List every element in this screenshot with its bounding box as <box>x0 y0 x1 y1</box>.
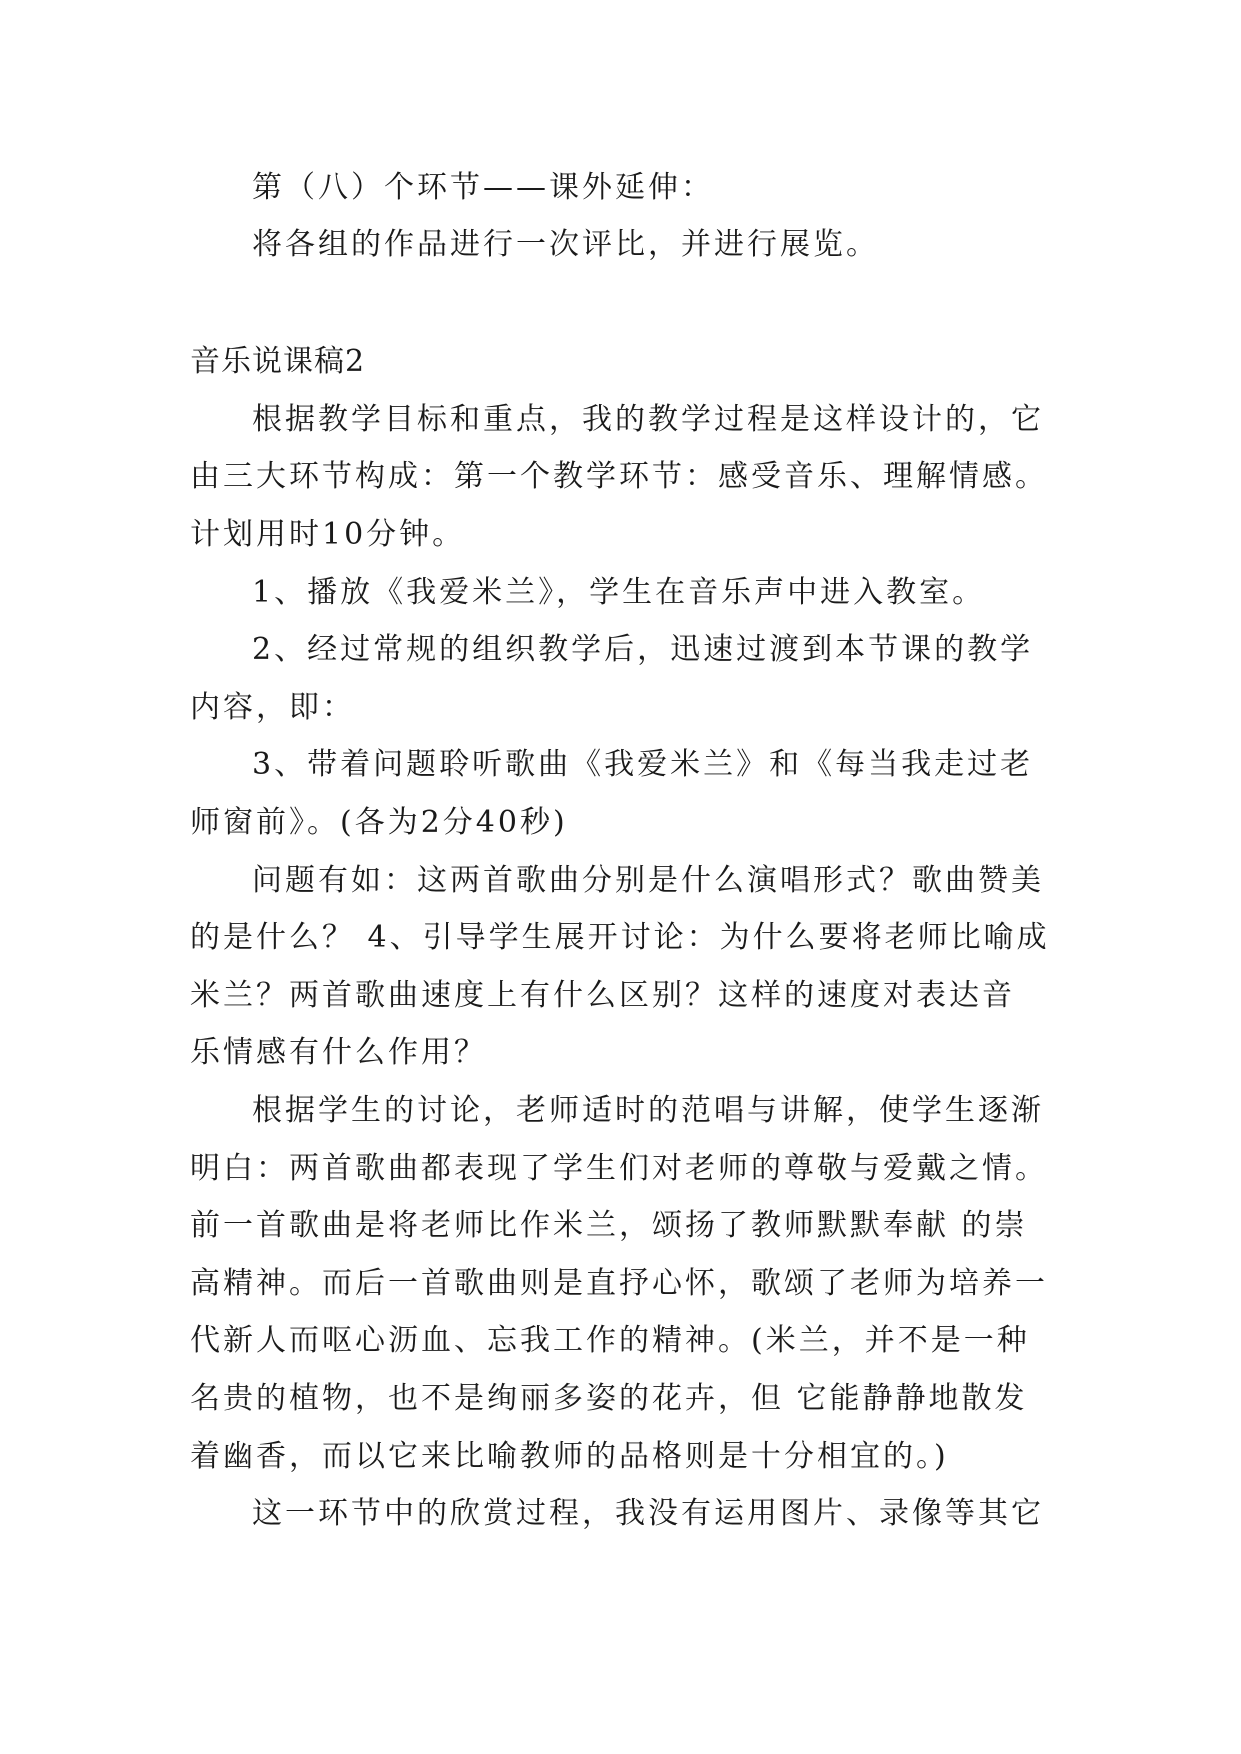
paragraph-line: 明白：两首歌曲都表现了学生们对老师的尊敬与爱戴之情。 <box>190 1151 1048 1186</box>
step-text: 将各组的作品进行一次评比，并进行展览。 <box>252 227 879 262</box>
paragraph-line: 根据教学目标和重点，我的教学过程是这样设计的，它 <box>252 402 1044 437</box>
step-title: 第（八）个环节——课外延伸： <box>252 170 714 205</box>
paragraph-line: 3、带着问题聆听歌曲《我爱米兰》和《每当我走过老 <box>252 747 1034 782</box>
paragraph-line: 内容，即： <box>190 690 355 725</box>
paragraph-line: 的是什么？ 4、引导学生展开讨论：为什么要将老师比喻成 <box>190 920 1050 955</box>
paragraph-line: 根据学生的讨论，老师适时的范唱与讲解，使学生逐渐 <box>252 1093 1044 1128</box>
paragraph-line: 米兰？两首歌曲速度上有什么区别？这样的速度对表达音 <box>190 978 1015 1013</box>
paragraph-line: 师窗前》。(各为2分40秒) <box>190 805 568 840</box>
paragraph-line: 代新人而呕心沥血、忘我工作的精神。(米兰，并不是一种 <box>190 1323 1030 1358</box>
paragraph-line: 高精神。而后一首歌曲则是直抒心怀，歌颂了老师为培养一 <box>190 1266 1048 1301</box>
paragraph-line: 1、播放《我爱米兰》，学生在音乐声中进入教室。 <box>252 575 986 610</box>
paragraph-line: 名贵的植物，也不是绚丽多姿的花卉，但 它能静静地散发 <box>190 1381 1028 1416</box>
paragraph-line: 着幽香，而以它来比喻教师的品格则是十分相宜的。) <box>190 1439 949 1474</box>
section-title: 音乐说课稿2 <box>190 344 366 379</box>
paragraph-line: 问题有如：这两首歌曲分别是什么演唱形式？歌曲赞美 <box>252 863 1044 898</box>
paragraph-line: 2、经过常规的组织教学后，迅速过渡到本节课的教学 <box>252 632 1034 667</box>
paragraph-line: 计划用时10分钟。 <box>190 517 466 552</box>
paragraph-line: 这一环节中的欣赏过程，我没有运用图片、录像等其它 <box>252 1496 1044 1531</box>
paragraph-line: 由三大环节构成：第一个教学环节：感受音乐、理解情感。 <box>190 459 1048 494</box>
paragraph-line: 乐情感有什么作用？ <box>190 1035 487 1070</box>
paragraph-line: 前一首歌曲是将老师比作米兰，颂扬了教师默默奉献 的崇 <box>190 1208 1028 1243</box>
